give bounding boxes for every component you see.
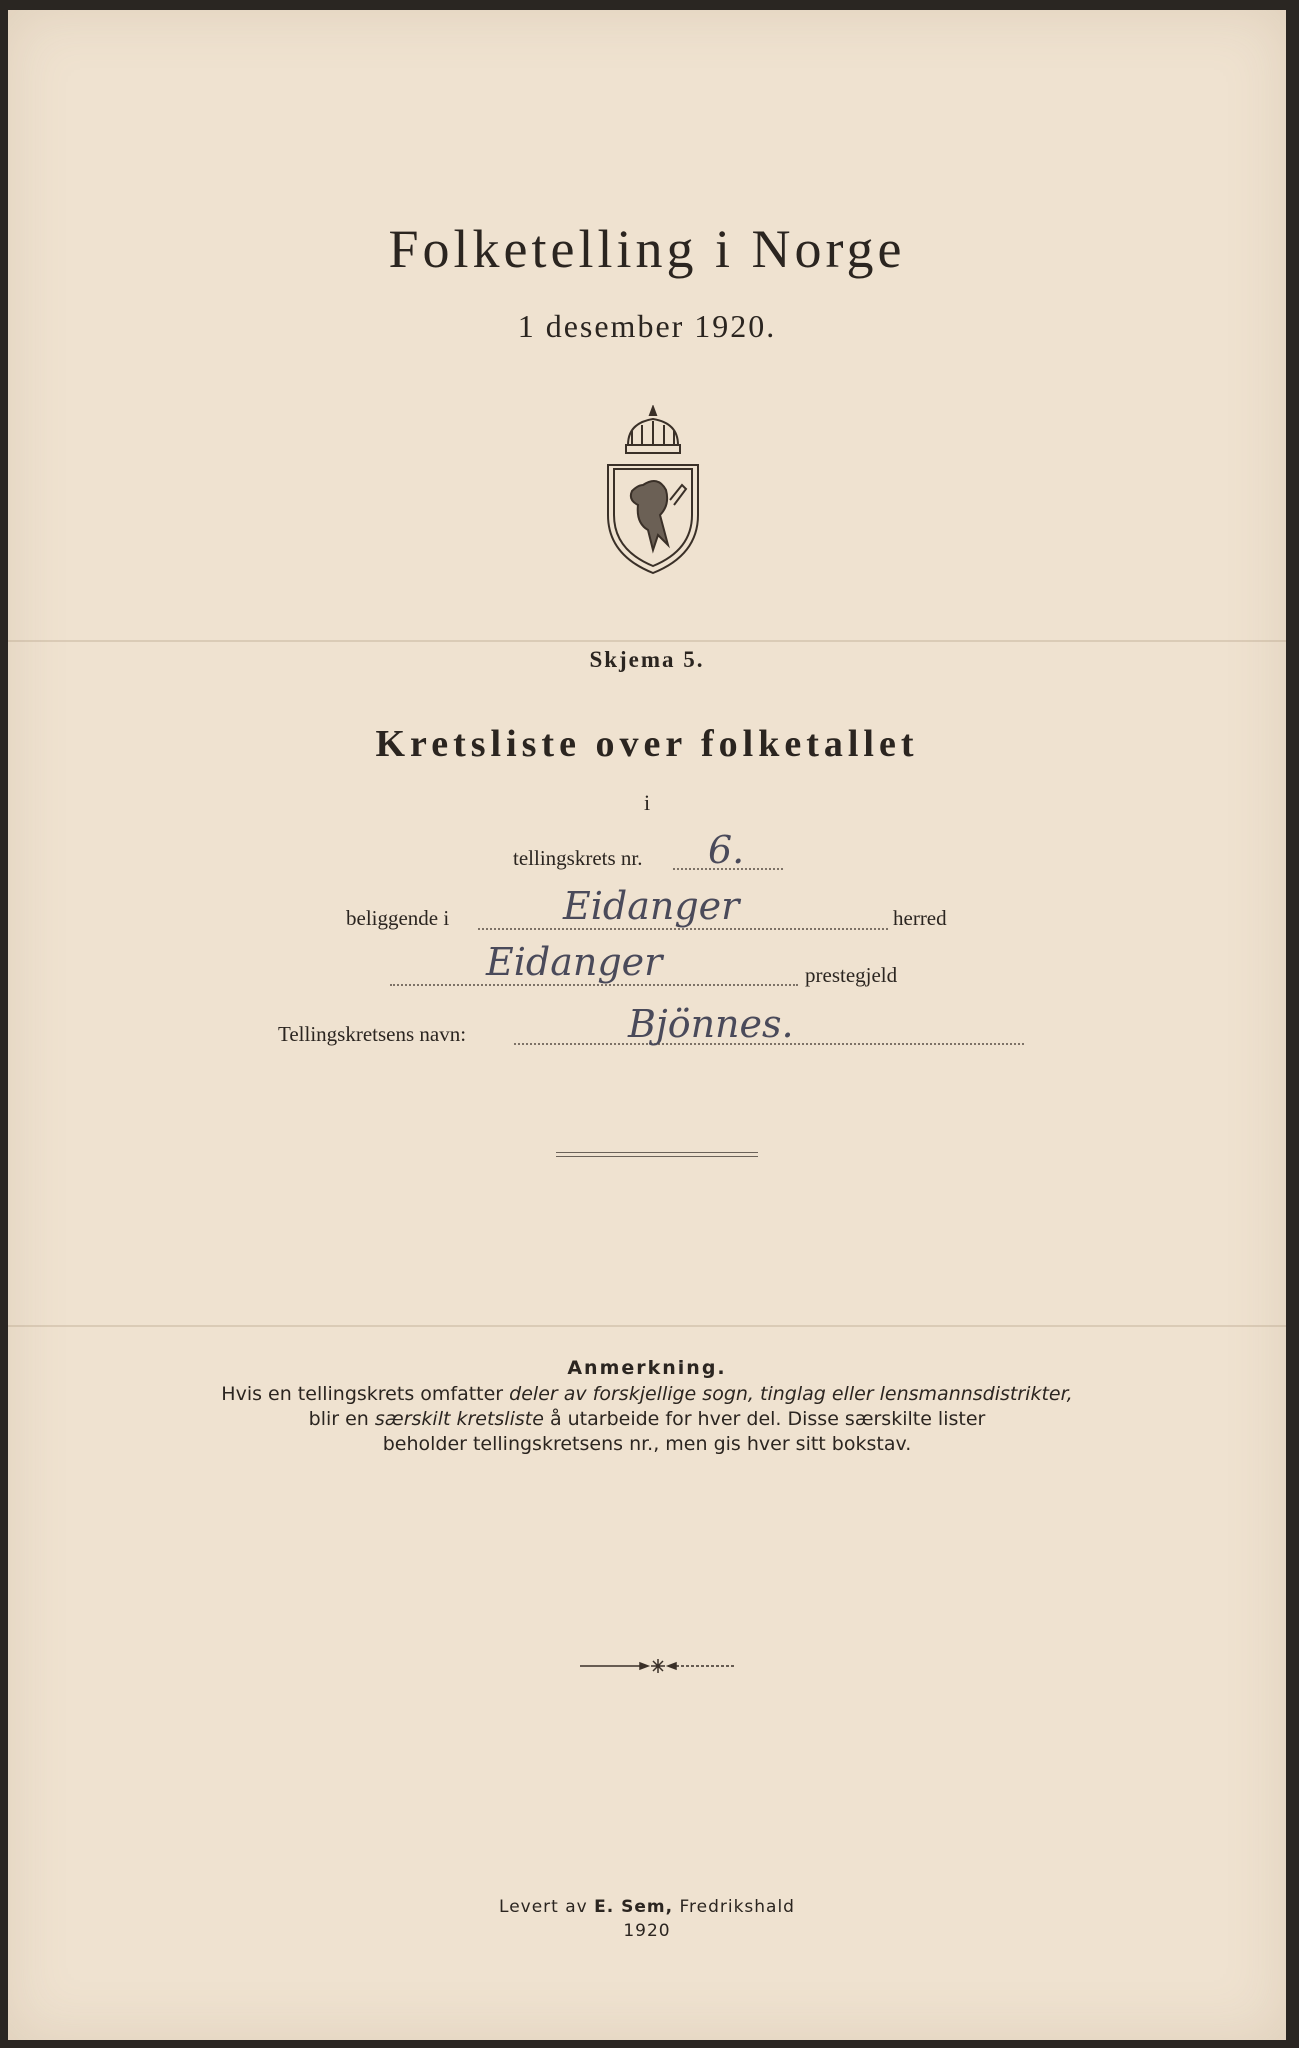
ornament-divider-icon	[578, 1656, 738, 1676]
note-line-2-text-a: blir en	[308, 1408, 375, 1430]
printer-year: 1920	[623, 1921, 671, 1941]
paper-fold	[8, 1325, 1286, 1327]
note-line-1	[8, 1383, 1286, 1405]
district-name-value: Bjönnes.	[628, 1002, 794, 1046]
district-number-value: 6.	[708, 828, 745, 872]
parish-label: prestegjeld	[805, 963, 898, 987]
district-number-label: tellingskrets nr.	[513, 846, 643, 870]
note-line-1-text: Hvis en tellingskrets omfatter	[221, 1383, 510, 1405]
paper-fold	[8, 640, 1286, 642]
note-line-1-emphasis: deler av forskjellige sogn, tinglag eller lensmannsdistrikter,	[509, 1383, 1073, 1405]
divider-rule	[556, 1152, 758, 1157]
located-line	[478, 928, 888, 930]
district-name-label: Tellingskretsens navn:	[278, 1022, 467, 1046]
note-line-2	[8, 1408, 1286, 1430]
census-form-page	[8, 10, 1286, 2040]
located-value: Eidanger	[563, 884, 740, 928]
census-date: 1 desember 1920.	[517, 308, 777, 344]
form-title: Folketelling i Norge	[388, 219, 906, 279]
form-subtitle: Kretsliste over folketallet	[375, 723, 919, 765]
printer-prefix: Levert av	[499, 1897, 595, 1917]
parish-value: Eidanger	[486, 940, 663, 984]
printer-city: Fredrikshald	[673, 1897, 795, 1917]
herred-label: herred	[893, 906, 947, 930]
schema-number: Skjema 5.	[589, 647, 705, 672]
note-line-2-text-b: å utarbeide for hver del. Disse særskilte lister	[543, 1408, 986, 1430]
printer-name: E. Sem,	[594, 1897, 674, 1917]
note-heading: Anmerkning.	[567, 1357, 727, 1379]
preposition: i	[643, 790, 651, 815]
note-line-2-emphasis: særskilt kretsliste	[374, 1408, 544, 1430]
printer-imprint	[8, 1897, 1286, 1917]
parish-line	[390, 984, 798, 986]
note-line-3: beholder tellingskretsens nr., men gis hver sitt bokstav.	[382, 1433, 912, 1455]
coat-of-arms-icon	[598, 405, 708, 575]
located-label: beliggende i	[346, 906, 450, 930]
